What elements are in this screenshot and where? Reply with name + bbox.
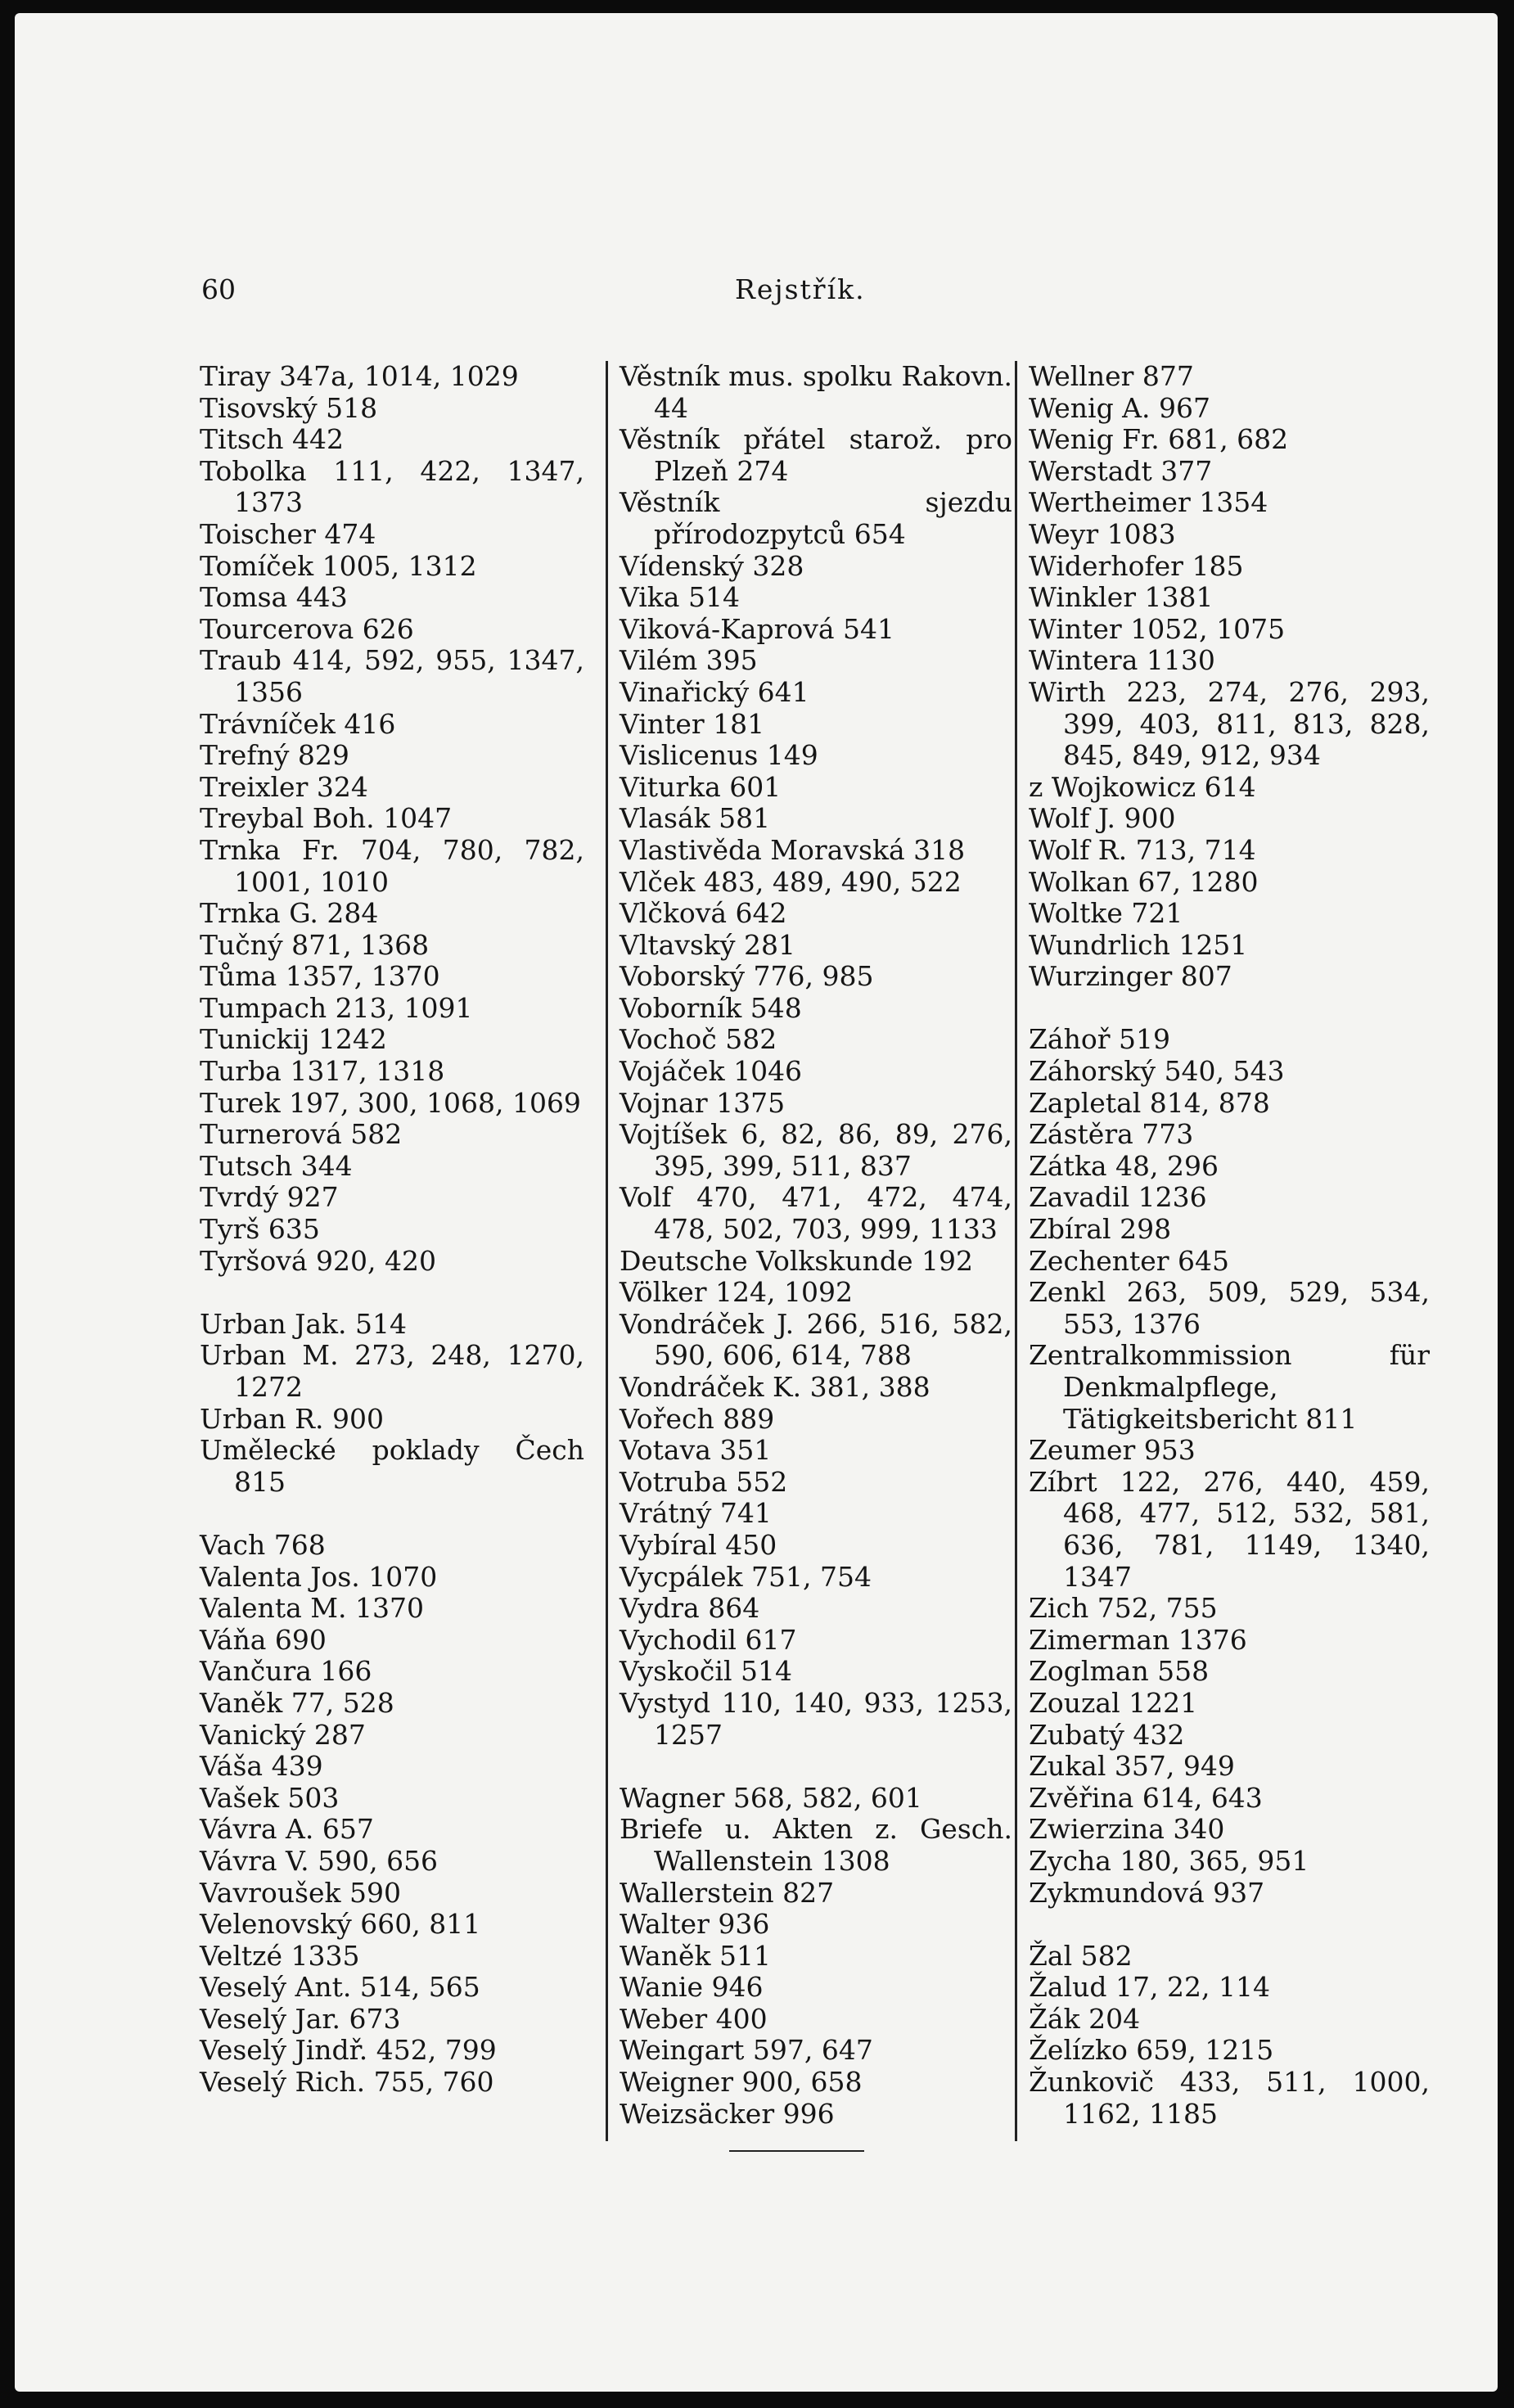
index-entry: Weyr 1083	[1029, 517, 1176, 550]
index-entry: Věstník mus. spolku Rakovn. 44	[620, 360, 1012, 424]
index-entry: Walter 936	[620, 1908, 770, 1941]
index-entry: Völker 124, 1092	[620, 1276, 853, 1309]
index-entry: Wenig A. 967	[1029, 391, 1210, 424]
index-entry: Vrátný 741	[620, 1497, 772, 1530]
index-entry: Tobolka 111, 422, 1347, 1373	[200, 454, 584, 519]
index-entry: Voborník 548	[620, 991, 802, 1024]
index-entry: Vychodil 617	[620, 1623, 797, 1656]
index-entry: Zich 752, 755	[1029, 1592, 1218, 1625]
index-entry: Zykmundová 937	[1029, 1876, 1265, 1909]
index-entry: Žunkovič 433, 511, 1000, 1162, 1185	[1029, 2066, 1430, 2130]
index-entry: z Wojkowicz 614	[1029, 770, 1256, 803]
index-entry: Tiray 347a, 1014, 1029	[200, 360, 519, 392]
index-entry: Turnerová 582	[200, 1118, 403, 1151]
index-entry: Velenovský 660, 811	[200, 1908, 481, 1941]
index-entry: Tomíček 1005, 1312	[200, 549, 477, 582]
index-entry: Trefný 829	[200, 739, 349, 772]
index-column-3	[1015, 361, 1430, 2141]
index-entry: Votruba 552	[620, 1465, 788, 1498]
index-entry: Vybíral 450	[620, 1528, 777, 1561]
index-entry: Zimerman 1376	[1029, 1623, 1247, 1656]
index-entry: Váša 439	[200, 1750, 323, 1783]
index-entry: Wirth 223, 274, 276, 293, 399, 403, 811, 813, 828, 845, 849, 912, 934	[1029, 675, 1430, 772]
index-entry: Vystyd 110, 140, 933, 1253, 1257	[620, 1686, 1012, 1751]
index-entry: Vávra A. 657	[200, 1813, 374, 1846]
index-entry: Vycpálek 751, 754	[620, 1560, 872, 1593]
index-column-2	[606, 361, 1012, 2141]
index-entry: Urban M. 273, 248, 1270, 1272	[200, 1339, 584, 1403]
index-entry: Vydra 864	[620, 1592, 760, 1625]
index-entry: Tomsa 443	[200, 581, 348, 614]
index-entry: Wolf R. 713, 714	[1029, 833, 1256, 866]
index-entry: Zeumer 953	[1029, 1434, 1196, 1467]
index-entry: Želízko 659, 1215	[1029, 2034, 1274, 2067]
index-entry: Vídenský 328	[620, 549, 804, 582]
index-entry: Woltke 721	[1029, 897, 1183, 930]
book-page	[15, 13, 1498, 2392]
index-entry: Weigner 900, 658	[620, 2066, 863, 2099]
index-entry: Vondráček K. 381, 388	[620, 1371, 930, 1403]
index-entry: Traub 414, 592, 955, 1347, 1356	[200, 644, 584, 708]
index-entry: Zouzal 1221	[1029, 1686, 1198, 1719]
index-entry: Urban Jak. 514	[200, 1307, 407, 1340]
index-entry: Tunickij 1242	[200, 1023, 387, 1056]
index-entry: Wolf J. 900	[1029, 802, 1176, 835]
index-entry: Wanie 946	[620, 1971, 764, 2004]
index-entry: Vltavský 281	[620, 928, 796, 961]
index-entry: Vinařický 641	[620, 675, 809, 708]
index-entry: Tumpach 213, 1091	[200, 991, 473, 1024]
index-entry: Záhoř 519	[1029, 1023, 1170, 1056]
index-entry: Werstadt 377	[1029, 454, 1213, 487]
index-entry: Valenta M. 1370	[200, 1592, 424, 1625]
index-entry: Zubatý 432	[1029, 1718, 1185, 1751]
index-entry: Turba 1317, 1318	[200, 1055, 445, 1088]
page-number: 60	[201, 273, 236, 305]
index-entry: Vašek 503	[200, 1781, 340, 1814]
index-entry: Wurzinger 807	[1029, 960, 1232, 993]
index-entry: Žák 204	[1029, 2002, 1141, 2035]
index-entry: Vislicenus 149	[620, 739, 818, 772]
index-entry: Zentralkommission für Denkmalpflege, Tätigkeitsbericht 811	[1029, 1339, 1430, 1435]
index-entry: Trnka Fr. 704, 780, 782, 1001, 1010	[200, 833, 584, 898]
index-entry: Volf 470, 471, 472, 474, 478, 502, 703, 999, 1133	[620, 1181, 1012, 1246]
index-entry: Turek 197, 300, 1068, 1069	[200, 1086, 581, 1119]
index-entry: Treixler 324	[200, 770, 368, 803]
index-entry: Vondráček J. 266, 516, 582, 590, 606, 614, 788	[620, 1307, 1012, 1372]
index-entry: Zátka 48, 296	[1029, 1149, 1219, 1182]
index-entry: Winter 1052, 1075	[1029, 612, 1286, 645]
index-entry: Zoglman 558	[1029, 1655, 1210, 1688]
index-entry: Vlčková 642	[620, 897, 787, 930]
index-entry: Trávníček 416	[200, 707, 396, 740]
index-entry: Tyršová 920, 420	[200, 1244, 436, 1277]
index-entry: Vinter 181	[620, 707, 765, 740]
index-entry: Vávra V. 590, 656	[200, 1844, 439, 1877]
index-entry: Wolkan 67, 1280	[1029, 865, 1259, 898]
index-entry: Vilém 395	[620, 644, 758, 677]
index-entry: Tůma 1357, 1370	[200, 960, 440, 993]
index-entry: Trnka G. 284	[200, 897, 379, 930]
index-entry: Zukal 357, 949	[1029, 1750, 1235, 1783]
index-entry: Vlasák 581	[620, 802, 771, 835]
index-entry: Valenta Jos. 1070	[200, 1560, 438, 1593]
index-entry: Treybal Boh. 1047	[200, 802, 453, 835]
index-entry: Weber 400	[620, 2002, 768, 2035]
index-entry: Deutsche Volkskunde 192	[620, 1244, 973, 1277]
index-entry: Tourcerova 626	[200, 612, 414, 645]
running-header	[15, 273, 1498, 322]
index-entry: Zavadil 1236	[1029, 1181, 1207, 1214]
index-entry: Titsch 442	[200, 423, 344, 456]
index-entry: Wertheimer 1354	[1029, 486, 1268, 519]
index-entry: Tvrdý 927	[200, 1181, 339, 1214]
index-entry: Viková-Kaprová 541	[620, 612, 895, 645]
index-entry: Vach 768	[200, 1528, 326, 1561]
index-entry: Vlček 483, 489, 490, 522	[620, 865, 962, 898]
index-entry: Vika 514	[620, 581, 740, 614]
index-entry: Tyrš 635	[200, 1213, 320, 1246]
letter-section-gap	[620, 1751, 1012, 1783]
index-entry: Veselý Jindř. 452, 799	[200, 2034, 497, 2067]
index-entry: Věstník přátel starož. pro Plzeň 274	[620, 423, 1012, 487]
index-entry: Tučný 871, 1368	[200, 928, 430, 961]
index-entry: Tutsch 344	[200, 1149, 353, 1182]
index-entry: Weingart 597, 647	[620, 2034, 873, 2067]
index-entry: Vyskočil 514	[620, 1655, 793, 1688]
index-entry: Viturka 601	[620, 770, 782, 803]
index-entry: Zwierzina 340	[1029, 1813, 1225, 1846]
index-entry: Zycha 180, 365, 951	[1029, 1844, 1309, 1877]
index-entry: Zbíral 298	[1029, 1213, 1172, 1246]
index-entry: Zapletal 814, 878	[1029, 1086, 1270, 1119]
end-rule	[729, 2150, 864, 2152]
index-entry: Vojnar 1375	[620, 1086, 786, 1119]
index-entry: Wintera 1130	[1029, 644, 1215, 677]
index-entry: Briefe u. Akten z. Gesch. Wallenstein 1308	[620, 1813, 1012, 1877]
index-entry: Weizsäcker 996	[620, 2097, 835, 2130]
index-entry: Waněk 511	[620, 1939, 771, 1972]
index-entry: Veselý Jar. 673	[200, 2002, 401, 2035]
index-column-1	[200, 361, 584, 2099]
index-entry: Vojtíšek 6, 82, 86, 89, 276, 395, 399, 511, 837	[620, 1118, 1012, 1182]
index-entry: Vanický 287	[200, 1718, 366, 1751]
index-entry: Vančura 166	[200, 1655, 372, 1688]
letter-section-gap	[200, 1498, 584, 1530]
letter-section-gap	[200, 1277, 584, 1309]
index-entry: Wallerstein 827	[620, 1876, 835, 1909]
index-entry: Veselý Rich. 755, 760	[200, 2066, 494, 2099]
index-entry: Wundrlich 1251	[1029, 928, 1248, 961]
index-entry: Tisovský 518	[200, 391, 378, 424]
index-entry: Zenkl 263, 509, 529, 534, 553, 1376	[1029, 1276, 1430, 1340]
index-entry: Záhorský 540, 543	[1029, 1055, 1285, 1088]
index-entry: Zíbrt 122, 276, 440, 459, 468, 477, 512, 532, 581, 636, 781, 1149, 1340, 1347	[1029, 1465, 1430, 1593]
index-entry: Wellner 877	[1029, 360, 1194, 392]
index-entry: Wenig Fr. 681, 682	[1029, 423, 1289, 456]
index-entry: Umělecké poklady Čech 815	[200, 1434, 584, 1498]
index-entry: Zástěra 773	[1029, 1118, 1194, 1151]
index-entry: Veselý Ant. 514, 565	[200, 1971, 480, 2004]
index-entry: Vochoč 582	[620, 1023, 777, 1056]
running-title: Rejstřík.	[735, 273, 866, 305]
index-entry: Žalud 17, 22, 114	[1029, 1971, 1270, 2004]
index-entry: Žal 582	[1029, 1939, 1133, 1972]
index-entry: Zvěřina 614, 643	[1029, 1781, 1263, 1814]
index-entry: Wagner 568, 582, 601	[620, 1781, 922, 1814]
index-entry: Toischer 474	[200, 517, 376, 550]
index-entry: Votava 351	[620, 1434, 772, 1467]
index-entry: Vaněk 77, 528	[200, 1686, 394, 1719]
index-entry: Zechenter 645	[1029, 1244, 1230, 1277]
letter-section-gap	[1029, 1909, 1430, 1941]
index-entry: Voborský 776, 985	[620, 960, 874, 993]
index-entry: Vojáček 1046	[620, 1055, 803, 1088]
index-entry: Váňa 690	[200, 1623, 327, 1656]
index-entry: Widerhofer 185	[1029, 549, 1244, 582]
index-entry: Veltzé 1335	[200, 1939, 360, 1972]
index-entry: Vavroušek 590	[200, 1876, 401, 1909]
letter-section-gap	[1029, 993, 1430, 1025]
index-entry: Winkler 1381	[1029, 581, 1214, 614]
index-entry: Vořech 889	[620, 1402, 775, 1435]
index-entry: Věstník sjezdu přírodozpytců 654	[620, 486, 1012, 550]
index-entry: Urban R. 900	[200, 1402, 384, 1435]
index-entry: Vlastivěda Moravská 318	[620, 833, 966, 866]
